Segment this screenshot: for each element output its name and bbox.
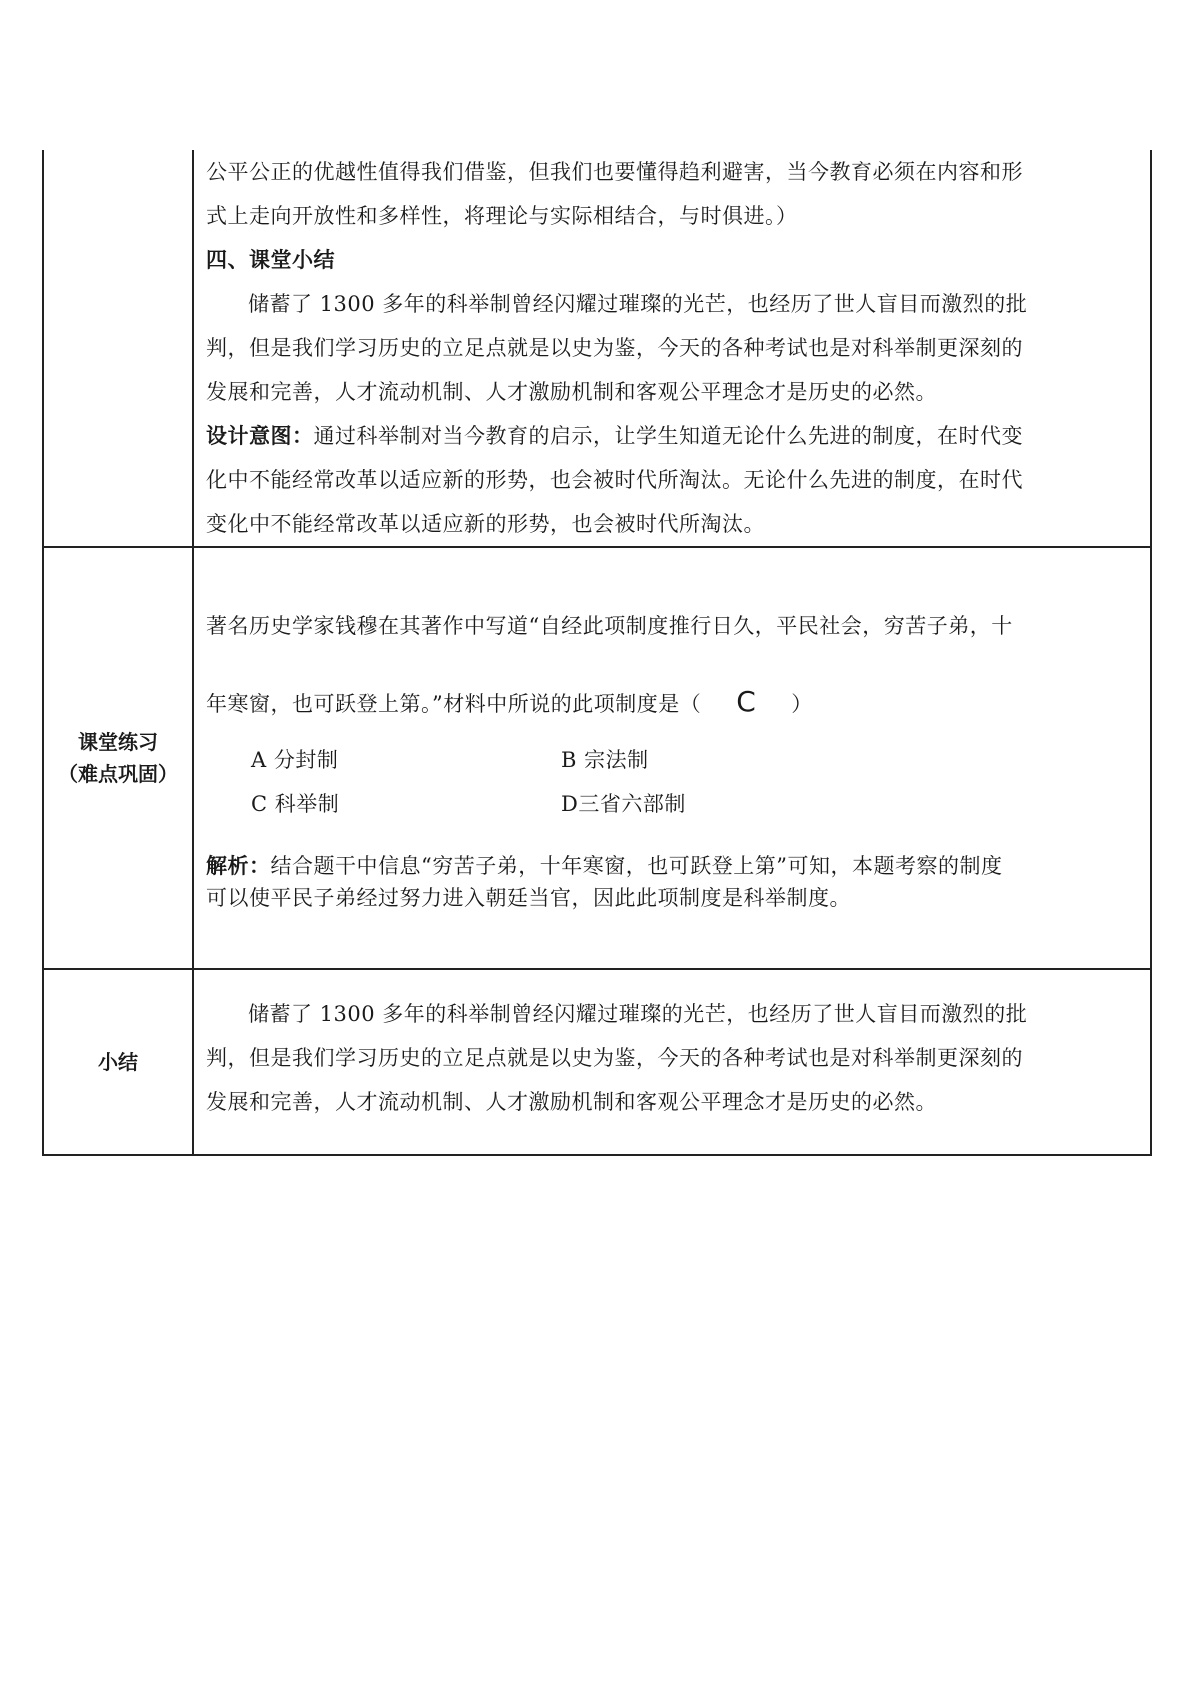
content-cell-exercise — [193, 547, 1151, 969]
summary-line-2: 判，但是我们学习历史的立足点就是以史为鉴，今天的各种考试也是对科举制更深刻的 — [206, 336, 1023, 360]
conclusion-line-3: 发展和完善，人才流动机制、人才激励机制和客观公平理念才是历史的必然。 — [206, 1090, 937, 1114]
content-cell-summary-section — [193, 150, 1151, 547]
row-label-conclusion: 小结 — [43, 969, 193, 1155]
content-cell-conclusion — [193, 969, 1151, 1155]
row-label-empty — [43, 150, 193, 547]
design-intent-line-2: 化中不能经常改革以适应新的形势，也会被时代所淘汰。无论什么先进的制度，在时代 — [206, 468, 1023, 492]
design-intent-label: 设计意图： — [206, 424, 314, 448]
continued-text-line-2: 式上走向开放性和多样性，将理论与实际相结合，与时俱进。） — [206, 204, 798, 228]
analysis-text-1: 结合题干中信息“穷苦子弟，十年寒窗，也可跃登上第”可知，本题考察的制度 — [270, 854, 1003, 878]
answer-options — [206, 738, 1140, 826]
analysis-line-1 — [206, 850, 1140, 882]
section-heading: 四、课堂小结 — [206, 248, 335, 272]
row-label-exercise — [43, 547, 193, 969]
table-row-exercise — [43, 547, 1151, 969]
option-a: A 分封制 — [251, 748, 339, 772]
question-line-1: 著名历史学家钱穆在其著作中写道“自经此项制度推行日久，平民社会，穷苦子弟，十 — [206, 614, 1013, 638]
analysis-label: 解析： — [206, 854, 271, 878]
conclusion-line-2: 判，但是我们学习历史的立足点就是以史为鉴，今天的各种考试也是对科举制更深刻的 — [206, 1046, 1023, 1070]
summary-line-1: 储蓄了 1300 多年的科举制曾经闪耀过璀璨的光芒，也经历了世人盲目而激烈的批 — [248, 292, 1028, 316]
option-d: D三省六部制 — [561, 792, 686, 816]
question-line-2-text: 年寒窗，也可跃登上第。”材料中所说的此项制度是（ — [206, 692, 702, 716]
option-c: C 科举制 — [251, 792, 340, 816]
design-intent-line-1 — [206, 414, 1140, 458]
summary-line-3: 发展和完善，人才流动机制、人才激励机制和客观公平理念才是历史的必然。 — [206, 380, 937, 404]
conclusion-line-1: 储蓄了 1300 多年的科举制曾经闪耀过璀璨的光芒，也经历了世人盲目而激烈的批 — [248, 1002, 1028, 1026]
answer-value: C — [736, 685, 757, 718]
analysis-line-2: 可以使平民子弟经过努力进入朝廷当官，因此此项制度是科举制度。 — [206, 886, 851, 910]
exercise-label-line-2: （难点巩固） — [58, 762, 178, 786]
design-intent-text-1: 通过科举制对当今教育的启示，让学生知道无论什么先进的制度，在时代变 — [313, 424, 1023, 448]
continued-text-line-1: 公平公正的优越性值得我们借鉴，但我们也要懂得趋利避害，当今教育必须在内容和形 — [206, 160, 1023, 184]
question-line-2 — [206, 680, 1140, 726]
lesson-plan-table — [42, 150, 1152, 1156]
table-row-summary-section — [43, 150, 1151, 547]
question-line-2-close: ） — [791, 692, 813, 716]
exercise-label-line-1: 课堂练习 — [78, 730, 158, 754]
design-intent-line-3: 变化中不能经常改革以适应新的形势，也会被时代所淘汰。 — [206, 512, 765, 536]
table-row-conclusion — [43, 969, 1151, 1155]
option-b: B 宗法制 — [561, 748, 649, 772]
